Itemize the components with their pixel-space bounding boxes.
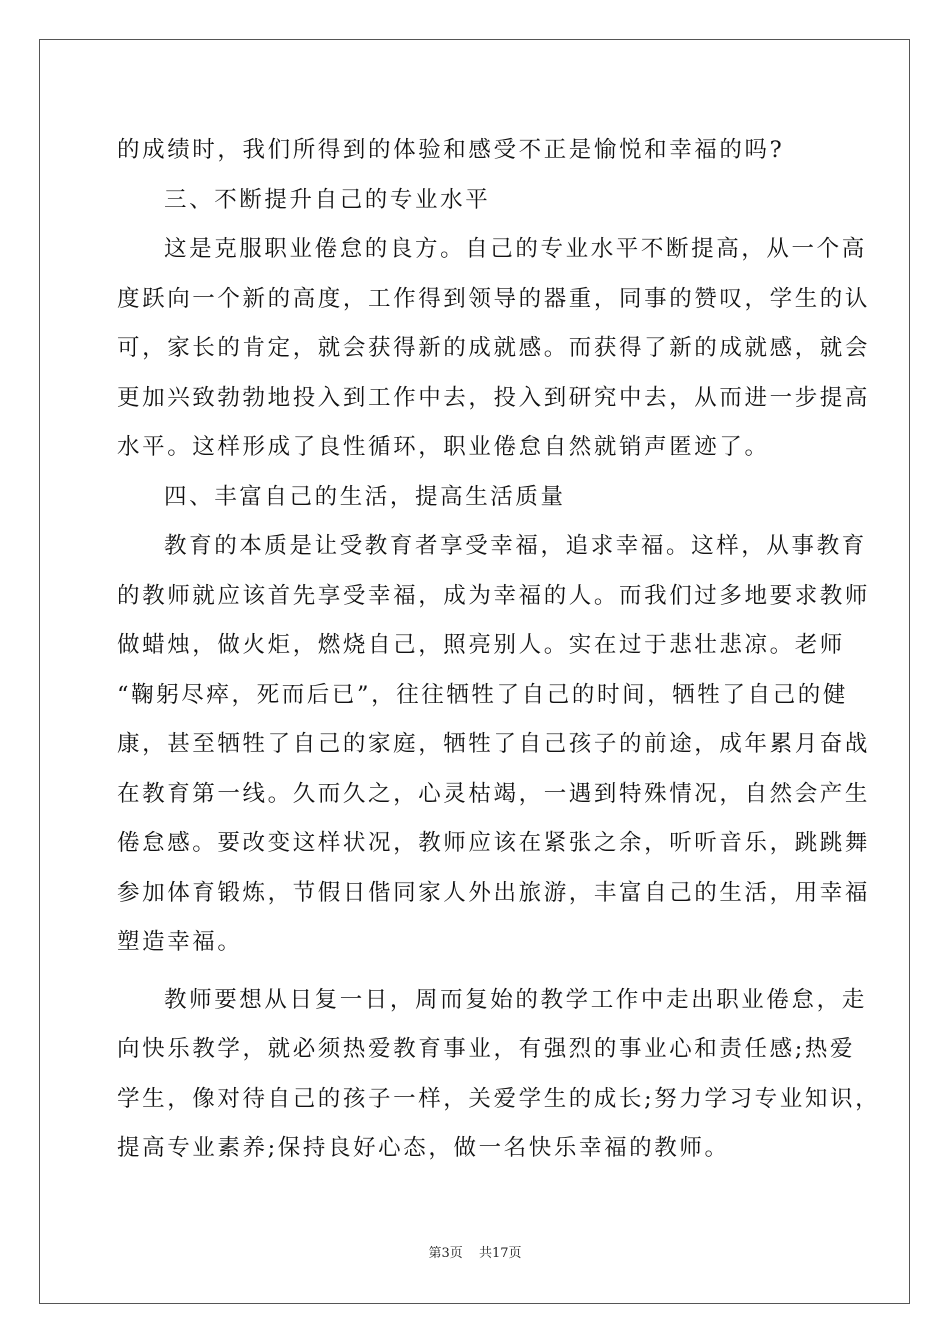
document-body bbox=[117, 126, 881, 1174]
text-line: 度跃向一个新的高度，工作得到领导的器重，同事的赞叹，学生的认 bbox=[117, 285, 871, 312]
page-number-current: 第3页 bbox=[428, 1246, 463, 1261]
page-footer bbox=[0, 1242, 950, 1261]
text-line: 提高专业素养;保持良好心态，做一名快乐幸福的教师。 bbox=[117, 1135, 730, 1161]
text-line: 的成绩时，我们所得到的体验和感受不正是愉悦和幸福的吗? bbox=[117, 137, 785, 163]
text-line: 这是克服职业倦怠的良方。自己的专业水平不断提高，从一个高 bbox=[164, 236, 867, 262]
text-line: 学生，像对待自己的孩子一样，关爱学生的成长;努力学习专业知识， bbox=[117, 1085, 881, 1112]
text-line: 可，家长的肯定，就会获得新的成就感。而获得了新的成就感，就会 bbox=[117, 335, 871, 361]
section-heading: 三、不断提升自己的专业水平 bbox=[164, 186, 491, 213]
text-line: 参加体育锻炼，节假日偕同家人外出旅游，丰富自己的生活，用幸福 bbox=[117, 879, 871, 906]
section-heading: 四、丰富自己的生活，提高生活质量 bbox=[164, 483, 566, 510]
text-line: 水平。这样形成了良性循环，职业倦怠自然就销声匿迹了。 bbox=[117, 434, 770, 460]
text-line: “鞠躬尽瘁，死而后已”，往往牺牲了自己的时间，牺牲了自己的健 bbox=[117, 681, 849, 708]
text-line: 向快乐教学，就必须热爱教育事业，有强烈的事业心和责任感;热爱 bbox=[117, 1036, 856, 1062]
text-line: 康，甚至牺牲了自己的家庭，牺牲了自己孩子的前途，成年累月奋战 bbox=[117, 731, 871, 757]
text-line: 倦怠感。要改变这样状况，教师应该在紧张之余，听听音乐，跳跳舞 bbox=[117, 830, 871, 856]
text-line: 塑造幸福。 bbox=[117, 929, 243, 955]
text-line: 教育的本质是让受教育者享受幸福，追求幸福。这样，从事教育 bbox=[164, 533, 867, 559]
text-line: 在教育第一线。久而久之，心灵枯竭，一遇到特殊情况，自然会产生 bbox=[117, 780, 871, 807]
text-line: 更加兴致勃勃地投入到工作中去，投入到研究中去，从而进一步提高 bbox=[117, 384, 871, 411]
paragraph-gap bbox=[117, 968, 836, 976]
text-line: 的教师就应该首先享受幸福，成为幸福的人。而我们过多地要求教师 bbox=[117, 582, 871, 609]
text-line: 做蜡烛，做火炬，燃烧自己，照亮别人。实在过于悲壮悲凉。老师 bbox=[117, 632, 845, 658]
text-line: 教师要想从日复一日，周而复始的教学工作中走出职业倦怠，走 bbox=[164, 986, 867, 1013]
page-number-total: 共17页 bbox=[478, 1246, 522, 1261]
